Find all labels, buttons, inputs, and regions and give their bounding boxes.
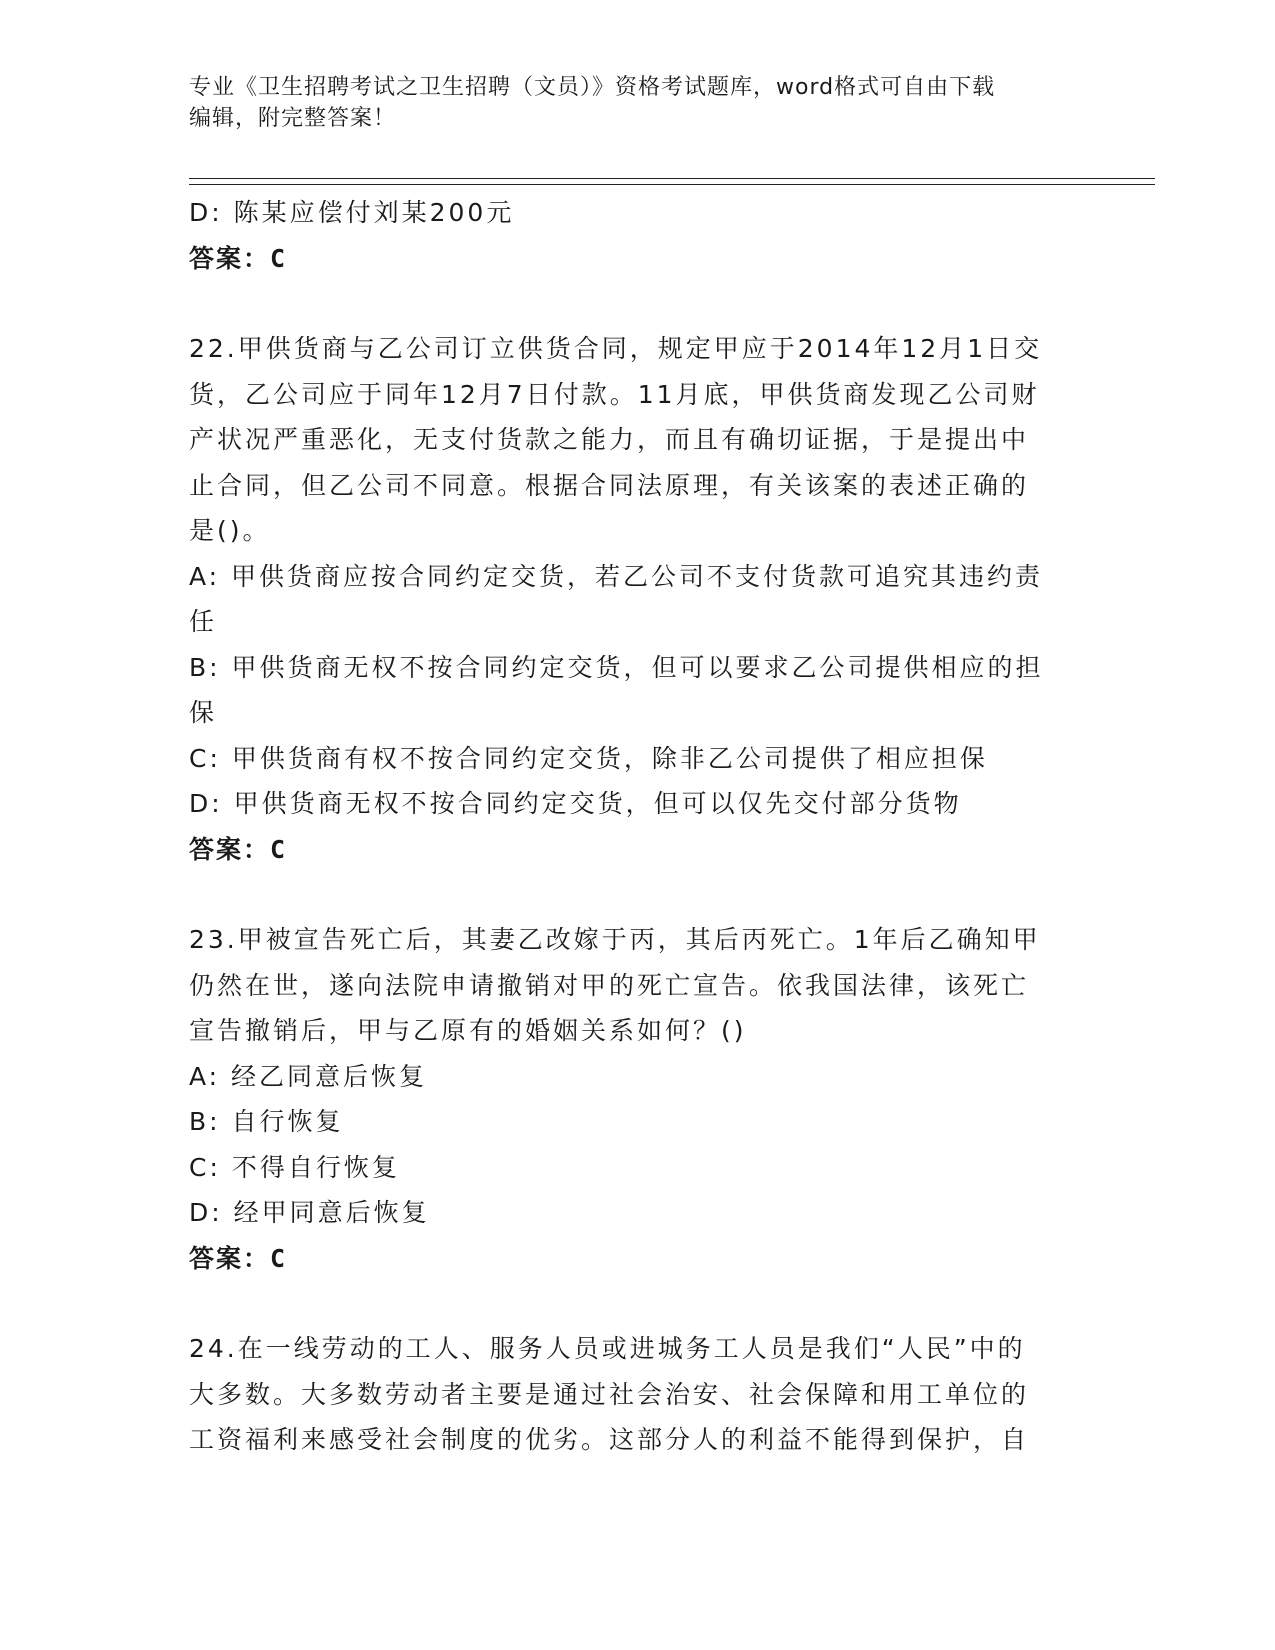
option-c: C: 不得自行恢复 bbox=[189, 1152, 400, 1182]
option-c: C: 甲供货商有权不按合同约定交货，除非乙公司提供了相应担保 bbox=[189, 743, 988, 773]
header-divider-top bbox=[189, 178, 1155, 179]
option-d: D: 甲供货商无权不按合同约定交货，但可以仅先交付部分货物 bbox=[189, 789, 962, 818]
option-d: D: 陈某应偿付刘某200元 bbox=[189, 198, 515, 227]
question-23 bbox=[189, 917, 1089, 1281]
document-body bbox=[189, 190, 1089, 1463]
document-header bbox=[189, 72, 1089, 134]
answer-line: 答案：C bbox=[189, 243, 288, 273]
question-text-line: 22.甲供货商与乙公司订立供货合同，规定甲应于2014年12月1日交 bbox=[189, 334, 1043, 363]
header-line-1: 专业《卫生招聘考试之卫生招聘（文员）》资格考试题库，word格式可自由下载 bbox=[189, 75, 996, 100]
question-text-line: 是()。 bbox=[189, 516, 271, 545]
question-text-line: 止合同，但乙公司不同意。根据合同法原理，有关该案的表述正确的 bbox=[189, 470, 1030, 500]
spacer bbox=[189, 872, 1089, 917]
question-text-line: 仍然在世，遂向法院申请撤销对甲的死亡宣告。依我国法律，该死亡 bbox=[189, 970, 1030, 1000]
question-24 bbox=[189, 1326, 1089, 1463]
question-text-line: 货，乙公司应于同年12月7日付款。11月底，甲供货商发现乙公司财 bbox=[189, 379, 1040, 409]
header-line-2: 编辑，附完整答案！ bbox=[189, 106, 397, 131]
option-b: B: 自行恢复 bbox=[189, 1107, 344, 1136]
question-text-line: 工资福利来感受社会制度的优劣。这部分人的利益不能得到保护，自 bbox=[189, 1425, 1030, 1454]
option-a: A: 甲供货商应按合同约定交货，若乙公司不支付货款可追究其违约责 bbox=[189, 561, 1044, 591]
question-22 bbox=[189, 326, 1089, 872]
spacer bbox=[189, 1281, 1089, 1326]
question-text-line: 产状况严重恶化，无支付货款之能力，而且有确切证据，于是提出中 bbox=[189, 425, 1030, 454]
answer-line: 答案：C bbox=[189, 1243, 288, 1273]
option-a: A: 经乙同意后恢复 bbox=[189, 1061, 428, 1091]
question-text-line: 大多数。大多数劳动者主要是通过社会治安、社会保障和用工单位的 bbox=[189, 1379, 1030, 1409]
answer-line: 答案：C bbox=[189, 834, 288, 864]
option-d: D: 经甲同意后恢复 bbox=[189, 1198, 430, 1227]
header-divider-bottom bbox=[189, 184, 1155, 185]
spacer bbox=[189, 281, 1089, 326]
question-text-line: 24.在一线劳动的工人、服务人员或进城务工人员是我们“人民”中的 bbox=[189, 1334, 1026, 1363]
question-text-line: 23.甲被宣告死亡后，其妻乙改嫁于丙，其后丙死亡。1年后乙确知甲 bbox=[189, 925, 1041, 954]
previous-question-tail bbox=[189, 190, 1089, 281]
option-a-continued: 任 bbox=[189, 607, 218, 636]
question-text-line: 宣告撤销后，甲与乙原有的婚姻关系如何？() bbox=[189, 1016, 747, 1045]
option-b: B: 甲供货商无权不按合同约定交货，但可以要求乙公司提供相应的担 bbox=[189, 652, 1044, 682]
option-b-continued: 保 bbox=[189, 698, 218, 727]
